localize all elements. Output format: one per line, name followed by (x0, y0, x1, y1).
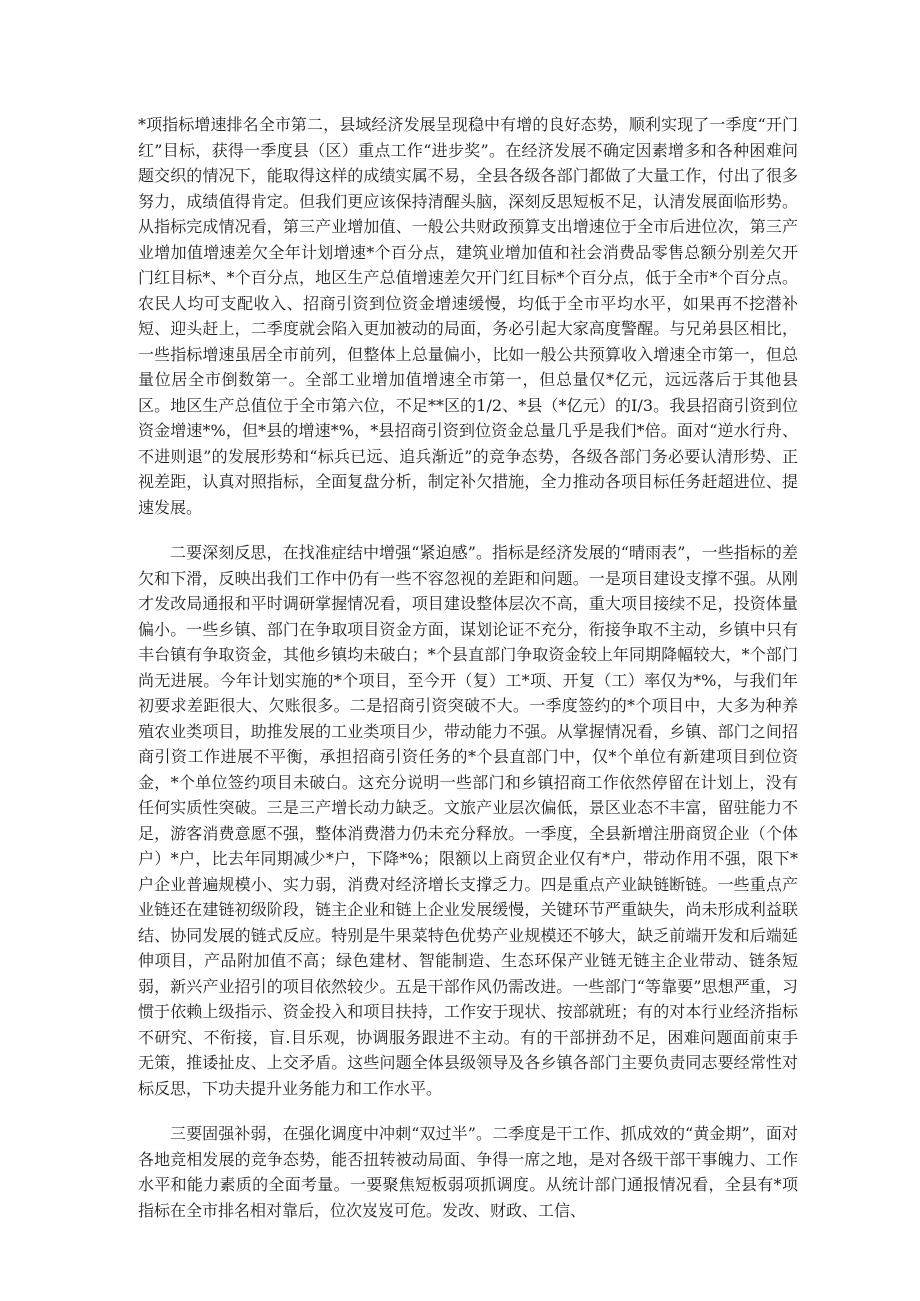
document-body (138, 112, 798, 1223)
paragraph-1: *项指标增速排名全市第二，县域经济发展呈现稳中有增的良好态势，顺利实现了一季度“开门红”目标，获得一季度县（区）重点工作“进步奖”。在经济发展不确定因素增多和各种困难问题交织的情况下，能取得这样的成绩实属不易，全县各级各部门都做了大量工作，付出了很多努力，成绩值得肯定。但我们更应该保持清醒头脑，深刻反思短板不足，认清发展面临形势。从指标完成情况看，第三产业增加值、一般公共财政预算支出增速位于全市后进位次，第三产业增加值增速差欠全年计划增速*个百分点，建筑业增加值和社会消费品零售总额分别差欠开门红目标*、*个百分点，地区生产总值增速差欠开门红目标*个百分点，低于全市*个百分点。农民人均可支配收入、招商引资到位资金增速缓慢，均低于全市平均水平，如果再不挖潜补短、迎头赶上，二季度就会陷入更加被动的局面，务必引起大家高度警醒。与兄弟县区相比，一些指标增速虽居全市前列，但整体上总量偏小，比如一般公共预算收入增速全市第一，但总量位居全市倒数第一。全部工业增加值增速全市第一，但总量仅*亿元，远远落后于其他县区。地区生产总值位于全市第六位，不足**区的1/2、*县（*亿元）的I/3。我县招商引资到位资金增速*%，但*县的增速*%，*县招商引资到位资金总量几乎是我们*倍。面对“逆水行舟、不进则退”的发展形势和“标兵已远、追兵渐近”的竞争态势，各级各部门务必要认清形势、正视差距，认真对照指标，全面复盘分析，制定补欠措施，全力推动各项目标任务赶超进位、提速发展。 (138, 115, 798, 517)
paragraph-3: 三要固强补弱，在强化调度中冲刺“双过半”。二季度是干工作、抓成效的“黄金期”，面对各地竞相发展的竞争态势，能否扭转被动局面、争得一席之地，是对各级干部干事魄力、工作水平和能力素质的全面考量。一要聚焦短板弱项抓调度。从统计部门通报情况看，全县有*项指标在全市排名相对靠后，位次岌岌可危。发改、财政、工信、 (138, 1124, 798, 1220)
paragraph-2: 二要深刻反思，在找准症结中增强“紧迫感”。指标是经济发展的“晴雨表”，一些指标的差欠和下滑，反映出我们工作中仍有一些不容忽视的差距和问题。一是项目建设支撑不强。从刚才发改局通报和平时调研掌握情况看，项目建设整体层次不高，重大项目接续不足，投资体量偏小。一些乡镇、部门在争取项目资金方面，谋划论证不充分，衔接争取不主动，乡镇中只有丰台镇有争取资金，其他乡镇均未破白；*个县直部门争取资金较上年同期降幅较大，*个部门尚无进展。今年计划实施的*个项目，至今开（复）工*项、开复（工）率仅为*%，与我们年初要求差距很大、欠账很多。二是招商引资突破不大。一季度签约的*个项目中，大多为种养殖农业类项目，助推发展的工业类项目少，带动能力不强。从掌握情况看，乡镇、部门之间招商引资工作进展不平衡，承担招商引资任务的*个县直部门中，仅*个单位有新建项目到位资金，*个单位签约项目未破白。这充分说明一些部门和乡镇招商工作依然停留在计划上，没有任何实质性突破。三是三产增长动力缺乏。文旅产业层次偏低，景区业态不丰富，留驻能力不足，游客消费意愿不强，整体消费潜力仍未充分释放。一季度，全县新增注册商贸企业（个体户）*户，比去年同期减少*户，下降*%；限额以上商贸企业仅有*户，带动作用不强，限下*户企业普遍规模小、实力弱，消费对经济增长支撑乏力。四是重点产业缺链断链。一些重点产业链还在建链初级阶段，链主企业和链上企业发展缓慢，关键环节严重缺失，尚未形成利益联结、协同发展的链式反应。特别是牛果菜特色优势产业规模还不够大，缺乏前端开发和后端延伸项目，产品附加值不高；绿色建材、智能制造、生态环保产业链无链主企业带动、链条短弱，新兴产业招引的项目依然较少。五是干部作风仍需改进。一些部门“等靠要”思想严重，习惯于依赖上级指示、资金投入和项目扶持，工作安于现状、按部就班；有的对本行业经济指标不研究、不衔接，盲.目乐观，协调服务跟进不主动。有的干部拼劲不足，困难问题面前束手无策，推诿扯皮、上交矛盾。这些问题全体县级领导及各乡镇各部门主要负责同志要经常性对标反思，下功夫提升业务能力和工作水平。 (138, 543, 798, 1098)
